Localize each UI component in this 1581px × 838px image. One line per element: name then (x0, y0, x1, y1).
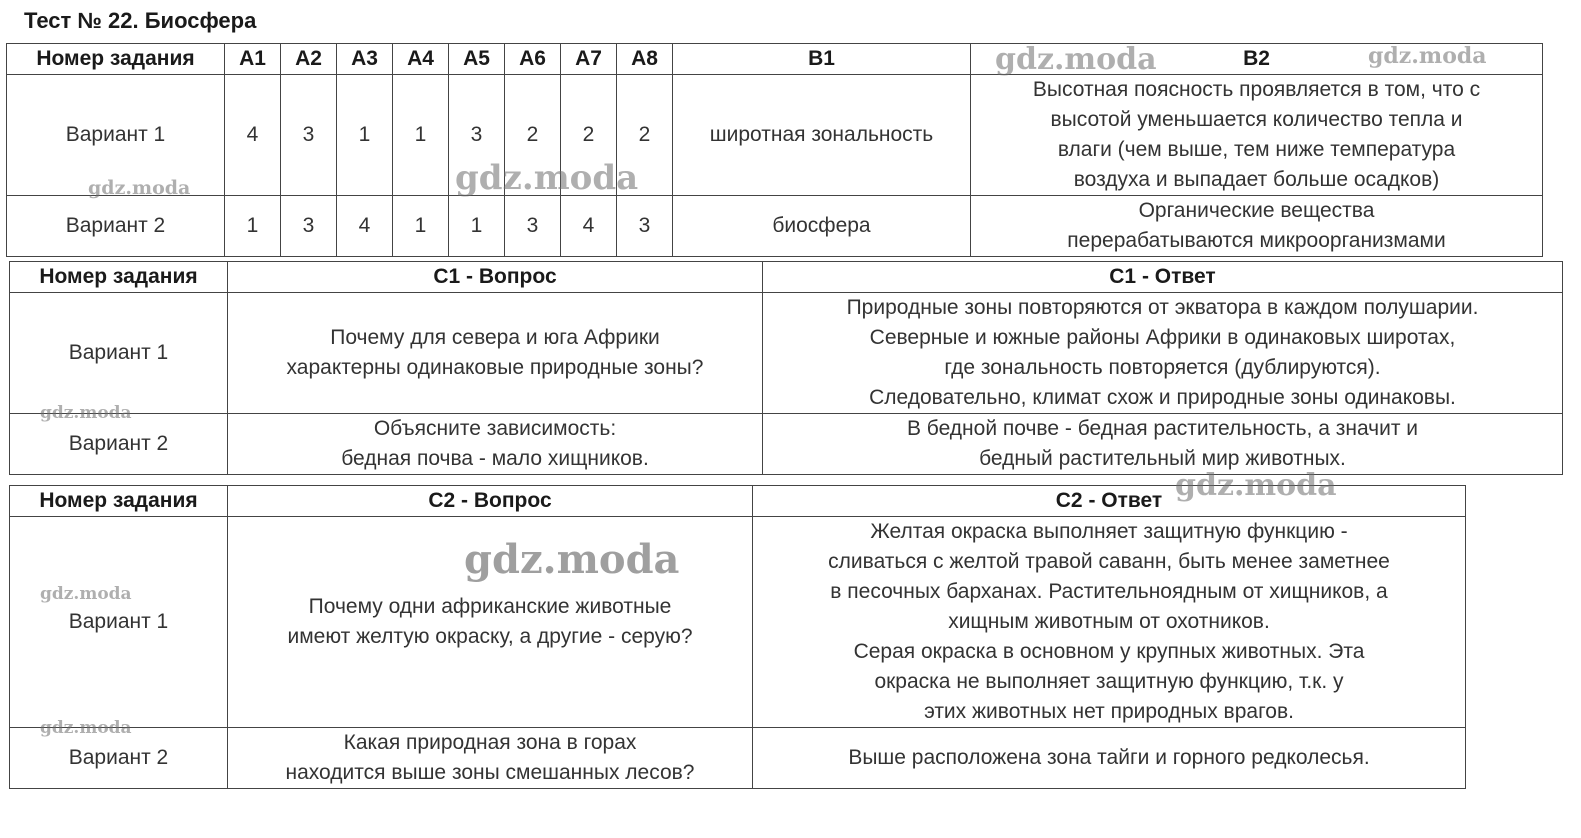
header-b1: B1 (673, 44, 971, 75)
b1-answer: биосфера (673, 196, 971, 257)
text-line: Выше расположена зона тайги и горного редколесья. (848, 746, 1370, 769)
text-line: в песочных барханах. Растительноядным от хищников, а (830, 580, 1388, 603)
answer-cell: 1 (449, 196, 505, 257)
header-task-number: Номер задания (10, 262, 228, 293)
answer-cell: 4 (561, 196, 617, 257)
text-line: бедная почва - мало хищников. (341, 447, 649, 470)
text-line: сливаться с желтой травой саванн, быть менее заметнее (828, 550, 1390, 573)
answer-cell: 3 (281, 75, 337, 196)
watermark: gdz.moda (464, 536, 680, 583)
answer-cell: 1 (337, 75, 393, 196)
variant-label: Вариант 2 (7, 196, 225, 257)
answer-cell: 1 (225, 196, 281, 257)
answer-cell: 1 (393, 196, 449, 257)
answer-cell: 4 (337, 196, 393, 257)
text-line: хищным животным от охотников. (948, 610, 1270, 633)
text-line: бедный растительный мир животных. (979, 447, 1346, 470)
header-a5: A5 (449, 44, 505, 75)
c2-question (228, 517, 753, 728)
table-row (7, 75, 1543, 196)
answer-cell: 2 (617, 75, 673, 196)
watermark: gdz.moda (40, 584, 132, 604)
table-header-row (7, 44, 1543, 75)
answer-cell: 1 (393, 75, 449, 196)
table-row (10, 728, 1466, 789)
watermark: gdz.moda (995, 42, 1157, 77)
c2-question (228, 728, 753, 789)
c1-question (228, 293, 763, 414)
watermark: gdz.moda (40, 718, 132, 738)
text-line: Желтая окраска выполняет защитную функцию - (870, 520, 1348, 543)
text-line: перерабатываются микроорганизмами (1067, 229, 1446, 252)
text-line: Почему одни африканские животные (308, 595, 672, 618)
text-line: Северные и южные районы Африки в одинаковых широтах, (869, 326, 1456, 349)
c1-question (228, 414, 763, 475)
variant-label: Вариант 1 (7, 75, 225, 196)
c2-answer (753, 728, 1466, 789)
answers-table-c2 (9, 485, 1466, 789)
text-line: влаги (чем выше, тем ниже температура (1057, 138, 1456, 161)
header-a8: A8 (617, 44, 673, 75)
answer-cell: 3 (505, 196, 561, 257)
text-line: где зональность повторяется (дублируются). (944, 356, 1381, 379)
c2-answer (753, 517, 1466, 728)
table-header-row (10, 486, 1466, 517)
text-line: Какая природная зона в горах (343, 731, 637, 754)
header-task-number: Номер задания (10, 486, 228, 517)
header-c2-question: C2 - Вопрос (228, 486, 753, 517)
header-c2-answer: C2 - Ответ (753, 486, 1466, 517)
text-line: характерны одинаковые природные зоны? (286, 356, 704, 379)
watermark: gdz.moda (1175, 468, 1337, 503)
text-line: имеют желтую окраску, а другие - серую? (287, 625, 693, 648)
header-c1-question: C1 - Вопрос (228, 262, 763, 293)
text-line: В бедной почве - бедная растительность, а значит и (906, 417, 1419, 440)
answer-cell: 2 (505, 75, 561, 196)
watermark: gdz.moda (455, 158, 639, 198)
text-line: находится выше зоны смешанных лесов? (285, 761, 695, 784)
table-row (10, 293, 1563, 414)
variant-label: Вариант 1 (10, 517, 228, 728)
answer-cell: 3 (617, 196, 673, 257)
variant-label: Вариант 1 (10, 293, 228, 414)
page-title: Тест № 22. Биосфера (24, 8, 257, 33)
text-line: Почему для севера и юга Африки (330, 326, 660, 349)
header-a6: A6 (505, 44, 561, 75)
answer-cell: 4 (225, 75, 281, 196)
text-line: Объясните зависимость: (373, 417, 617, 440)
b2-answer (971, 75, 1543, 196)
b1-answer: широтная зональность (673, 75, 971, 196)
watermark: gdz.moda (88, 177, 191, 199)
header-b2: B2 (971, 44, 1543, 75)
header-a7: A7 (561, 44, 617, 75)
text-line: Серая окраска в основном у крупных животных. Эта (853, 640, 1365, 663)
watermark: gdz.moda (40, 403, 132, 423)
header-a1: A1 (225, 44, 281, 75)
text-line: Органические вещества (1138, 199, 1375, 222)
text-line: высотой уменьшается количество тепла и (1050, 108, 1463, 131)
c1-answer (763, 293, 1563, 414)
answer-cell: 3 (281, 196, 337, 257)
text-line: воздуха и выпадает больше осадков) (1073, 168, 1440, 191)
text-line: окраска не выполняет защитную функцию, т.к. у (874, 670, 1344, 693)
text-line: Следовательно, климат схож и природные зоны одинаковы. (869, 386, 1456, 409)
text-line: этих животных нет природных врагов. (924, 700, 1294, 723)
header-a4: A4 (393, 44, 449, 75)
c1-answer (763, 414, 1563, 475)
text-line: Высотная поясность проявляется в том, что с (1032, 78, 1481, 101)
answer-cell: 2 (561, 75, 617, 196)
answers-table-c1 (9, 261, 1563, 475)
header-c1-answer: C1 - Ответ (763, 262, 1563, 293)
table-header-row (10, 262, 1563, 293)
table-row (10, 517, 1466, 728)
b2-answer (971, 196, 1543, 257)
header-a2: A2 (281, 44, 337, 75)
variant-label: Вариант 2 (10, 414, 228, 475)
table-row (10, 414, 1563, 475)
watermark: gdz.moda (1368, 43, 1487, 69)
answers-table-a-b (6, 43, 1543, 257)
text-line: Природные зоны повторяются от экватора в каждом полушарии. (846, 296, 1479, 319)
table-row (7, 196, 1543, 257)
header-a3: A3 (337, 44, 393, 75)
header-task-number: Номер задания (7, 44, 225, 75)
answer-cell: 3 (449, 75, 505, 196)
variant-label: Вариант 2 (10, 728, 228, 789)
